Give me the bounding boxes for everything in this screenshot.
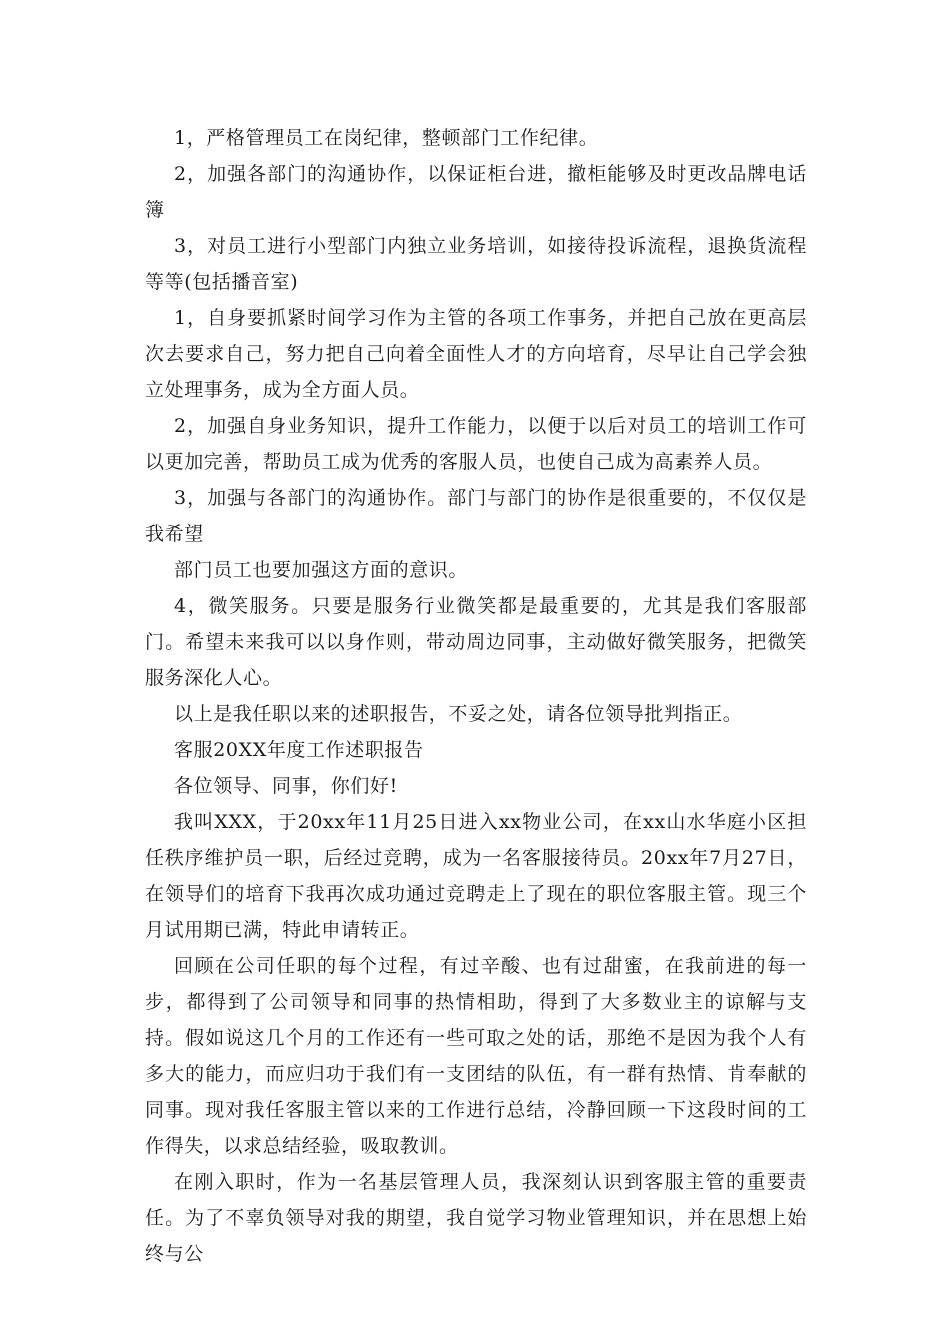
paragraph: 3，对员工进行小型部门内独立业务培训，如接待投诉流程，退换货流程等等(包括播音室) [145,235,807,293]
paragraph: 我叫XXX，于20xx年11月25日进入xx物业公司，在xx山水华庭小区担任秩序维护员一职，后经过竞聘，成为一名客服接待员。20xx年7月27日，在领导们的培育下我再次成功通过竞聘走上了现在的职位客服主管。现三个月试用期已满，特此申请转正。 [145,811,807,941]
paragraph: 1，严格管理员工在岗纪律，整顿部门工作纪律。 [174,127,599,149]
paragraph: 2，加强各部门的沟通协作，以保证柜台进，撤柜能够及时更改品牌电话簿 [145,163,807,221]
paragraph: 在刚入职时，作为一名基层管理人员，我深刻认识到客服主管的重要责任。为了不辜负领导对我的期望，我自觉学习物业管理知识，并在思想上始终与公 [145,1171,807,1265]
paragraph: 部门员工也要加强这方面的意识。 [174,559,469,581]
paragraph: 回顾在公司任职的每个过程，有过辛酸、也有过甜蜜，在我前进的每一步，都得到了公司领导和同事的热情相助，得到了大多数业主的谅解与支持。假如说这几个月的工作还有一些可取之处的话，那绝不是因为我个人有多大的能力，而应归功于我们有一支团结的队伍，有一群有热情、肯奉献的同事。现对我任客服主管以来的工作进行总结，冷静回顾一下这段时间的工作得失，以求总结经验，吸取教训。 [145,955,807,1157]
paragraph: 2，加强自身业务知识，提升工作能力，以便于以后对员工的培训工作可以更加完善，帮助员工成为优秀的客服人员，也使自己成为高素养人员。 [145,415,807,473]
paragraph: 以上是我任职以来的述职报告，不妥之处，请各位领导批判指正。 [174,703,743,725]
document-body [145,120,807,1272]
section-title: 客服20XX年度工作述职报告 [174,739,424,761]
paragraph: 3，加强与各部门的沟通协作。部门与部门的协作是很重要的，不仅仅是我希望 [145,487,807,545]
paragraph: 1，自身要抓紧时间学习作为主管的各项工作事务，并把自己放在更高层次去要求自己，努力把自己向着全面性人才的方向培育，尽早让自己学会独立处理事务，成为全方面人员。 [145,307,807,401]
greeting: 各位领导、同事，你们好! [174,775,398,797]
paragraph: 4，微笑服务。只要是服务行业微笑都是最重要的，尤其是我们客服部门。希望未来我可以以身作则，带动周边同事，主动做好微笑服务，把微笑服务深化人心。 [145,595,807,689]
